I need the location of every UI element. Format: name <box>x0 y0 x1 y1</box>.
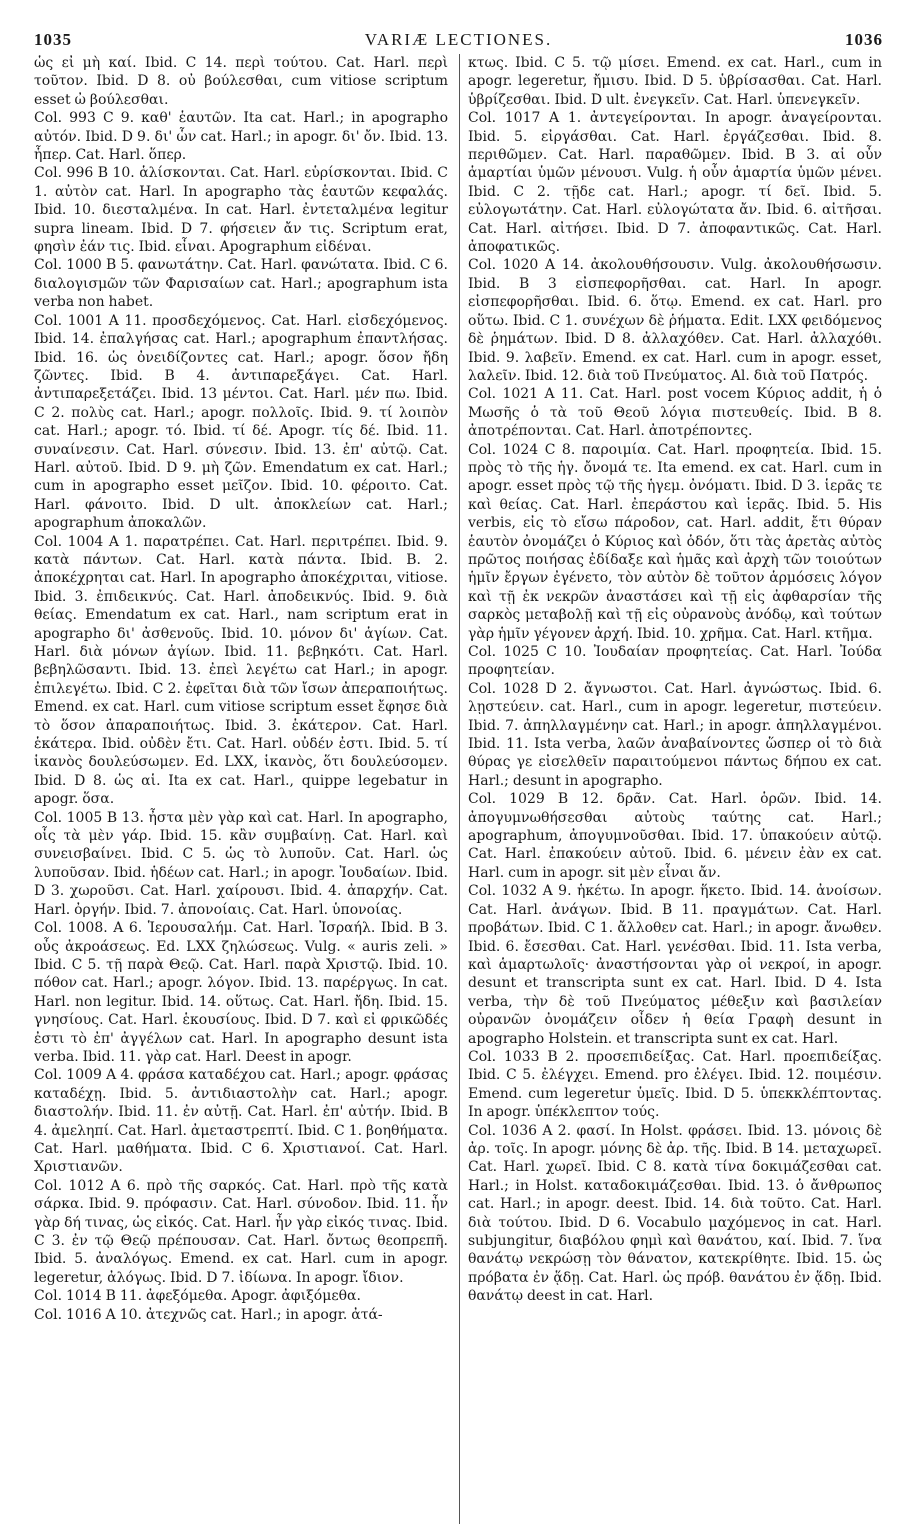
entry: Col. 1000 B 5. φανωτάτην. Cat. Harl. φανώτατα. Ibid. C 6. διαλογισμῶν τῶν Φαρισαίων cat. Harl.; apographum ista verba non habet. <box>34 257 448 311</box>
entry: Col. 1017 A 1. ἀντεγείρονται. In apogr. ἀναγείρονται. Ibid. 5. εἰργάσθαι. Cat. Harl. ἐργάζεσθαι. Ibid. 8. περιθῶμεν. Cat. Harl. παραθῶμεν. Ibid. B 3. αἱ οὖν ἁμαρτίαι ὑμῶν μένουσι. Vulg. ἡ οὖν ἁμαρτία ὑμῶν μένει. Ibid. C 2. τῇδε cat. Harl.; apogr. τί δεῖ. Ibid. 5. εὐλογωτάτην. Cat. Harl. εὐλογώτατα ἄν. Ibid. 6. αἰτῆσαι. Cat. Harl. αἰτήσει. Ibid. D 7. ἀποφαντικῶς. Cat. Harl. ἀποφατικῶς. <box>468 110 882 256</box>
entry: Col. 1033 B 2. προσεπιδείξας. Cat. Harl. προεπιδείξας. Ibid. C 5. ἐλέγχει. Emend. pro ἐλέγει. Ibid. 12. ποιμέσιν. Emend. cum legeretur ὑμεῖς. Ibid. D 5. ὑπεκκλέπτοντας. In apogr. ὑπέκλεπτον τούς. <box>468 1048 882 1121</box>
entry: Col. 1029 B 12. δρᾶν. Cat. Harl. ὁρῶν. Ibid. 14. ἀπογυμνωθήσεσθαι αὐτοὺς ταύτης cat. Harl.; apographum, ἀπογυμνοῦσθαι. Ibid. 17. ὑπακούειν αὐτῷ. Cat. Harl. ἐπακούειν αὐτοῦ. Ibid. 6. μένειν ἐὰν ex cat. Harl. cum in apogr. sit μὲν εἶναι ἄν. <box>468 791 882 881</box>
entry: Col. 1028 D 2. ἄγνωστοι. Cat. Harl. ἀγνώστως. Ibid. 6. λῃστεύειν. cat. Harl., cum in apogr. legeretur, πιστεύειν. Ibid. 7. ἀπηλλαγμένην cat. Harl.; in apogr. ἀπηλλαγμένοι. Ibid. 11. Ista verba, λαῶν ἀναβαίνοντες ὥσπερ οἱ τὸ διὰ θύρας γε εἰσελθεῖν παραιτούμενοι πάντως δήπου ex cat. Harl.; desunt in apographo. <box>468 680 882 789</box>
entry: Col. 1014 B 11. ἀφεξόμεθα. Apogr. ἀφιξόμεθα. <box>34 1288 361 1305</box>
right-column <box>468 54 882 1524</box>
entry: Col. 1032 A 9. ἡκέτω. In apogr. ἥκετο. Ibid. 14. ἀνοίσων. Cat. Harl. ἀνάγων. Ibid. B 11. πραγμάτων. Cat. Harl. προβάτων. Ibid. C 1. ἄλλοθεν cat. Harl.; in apogr. ἄνωθεν. Ibid. 6. ἔσεσθαι. Cat. Harl. γενέσθαι. Ibid. 11. Ista verba, καὶ ἁμαρτωλοῖς· ἀναστήσονται γὰρ οἱ νεκροί, in apogr. desunt et transcripta sunt ex cat. Harl. Ibid. D 4. Ista verba, τὴν δὲ τοῦ Πνεύματος μέθεξιν καὶ βασιλείαν οὐρανῶν ὀνομάζειν οἶδεν ἡ θεία Γραφὴ desunt in apographo Holstein. et transcripta sunt ex cat. Harl. <box>468 883 882 1047</box>
entry: Col. 1008. A 6. Ἱερουσαλήμ. Cat. Harl. Ἰσραήλ. Ibid. B 3. οὖς ἀκροάσεως. Ed. LXX ζηλώσεως. Vulg. « auris zeli. » Ibid. C 5. τῇ παρὰ Θεῷ. Cat. Harl. παρὰ Χριστῷ. Ibid. 10. πόθον cat. Harl.; apogr. λόγον. Ibid. 13. παρέργως. In cat. Harl. non legitur. Ibid. 14. οὕτως. Cat. Harl. ἤδη. Ibid. 15. γνησίους. Cat. Harl. ἑκουσίους. Ibid. D 7. καὶ εἰ φρικῶδές ἐστι τὸ ἐπ' ἀγγέλων cat. Harl. In apographo desunt ista verba. Ibid. 11. γὰρ cat. Harl. Deest in apogr. <box>34 920 448 1065</box>
entry: Col. 1009 A 4. φράσα καταδέχου cat. Harl.; apogr. φράσας καταδέχῃ. Ibid. 5. ἀντιδιαστολὴν cat. Harl.; apogr. διαστολήν. Ibid. 11. ἐν αὐτῇ. Cat. Harl. ἐπ' αὐτήν. Ibid. B 4. ἀμεληπί. Cat. Harl. ἀμεταστρεπτί. Ibid. C 1. βοηθήματα. Cat. Harl. μαθήματα. Ibid. C 6. Χριστιανοί. Cat. Harl. Χριστιανῶν. <box>34 1067 448 1176</box>
two-column-body <box>34 54 883 1524</box>
right-column-number: 1036 <box>845 30 883 49</box>
entry: Col. 1016 A 10. ἀτεχνῶς cat. Harl.; in apogr. ἀτά- <box>34 1306 383 1323</box>
left-column <box>34 54 448 1524</box>
entry: Col. 1005 B 13. ἦστα μὲν γὰρ καὶ cat. Harl. In apographo, οἷς τὰ μὲν γάρ. Ibid. 15. κἂν συμβαίνῃ. Cat. Harl. καὶ συνεισβαίνει. Ibid. C 5. ὡς τὸ λυποῦν. Cat. Harl. ὡς λυποῦσαν. Ibid. ἡδέων cat. Harl.; in apogr. Ἰουδαίων. Ibid. D 3. χωροῦσι. Cat. Harl. χαίρουσι. Ibid. 4. ἀπαρχήν. Cat. Harl. ὀργήν. Ibid. 7. ἀπονοίαις. Cat. Harl. ὑπονοίας. <box>34 809 448 918</box>
entry: Col. 1001 A 11. προσδεχόμενος. Cat. Harl. εἰσδεχόμενος. Ibid. 14. ἐπαλγήσας cat. Harl.; apographum ἐπαντλήσας. Ibid. 16. ὡς ὀνειδίζοντες cat. Harl.; apogr. ὅσον ἤδη ζῶντες. Ibid. B 4. ἀντιπαρεξάγει. Cat. Harl. ἀντιπαρεξετάζει. Ibid. 13 μέντοι. Cat. Harl. μέν πω. Ibid. C 2. πολὺς cat. Harl.; apogr. πολλοῖς. Ibid. 9. τί λοιπὸν cat. Harl.; apogr. τό. Ibid. τί δέ. Apogr. τίς δέ. Ibid. 11. συναίνεσιν. Cat. Harl. σύνεσιν. Ibid. 13. ἐπ' αὐτῷ. Cat. Harl. αὐτοῦ. Ibid. D 9. μὴ ζῶν. Emendatum ex cat. Harl.; cum in apographo esset μεῖζον. Ibid. 10. φέροιτο. Cat. Harl. φάνοιτο. Ibid. D ult. ἀποκλείων cat. Harl.; apographum ἀποκαλῶν. <box>34 312 448 532</box>
entry: Col. 1024 C 8. παροιμία. Cat. Harl. προφητεία. Ibid. 15. πρὸς τὸ τῆς ἡγ. ὄνομά τε. Ita emend. ex cat. Harl. cum in apogr. esset πρὸς τῷ τῆς ἡγεμ. ὀνόματι. Ibid. D 3. ἱερᾶς τε καὶ θείας. Cat. Harl. ἐπεράστου καὶ ἱερᾶς. Ibid. 5. His verbis, εἰς τὸ εἴσω πάροδον, cat. Harl. addit, ἔτι θύραν ἑαυτὸν ὀνομάζει ὁ Κύριος καὶ ὁδόν, ὅτι τὰς ἀρετὰς αὐτὸς πρῶτος ποιήσας ἐδίδαξε καὶ ἡμᾶς καὶ ἀρχὴ τῶν τοιούτων ἡμῖν ἔργων ἐγένετο, τὸν αὐτὸν δὲ τοῦτον ἁρμόσεις λόγον καὶ τῇ ἐκ νεκρῶν ἀναστάσει καὶ τῇ εἰς ἀφθαρσίαν τῆς σαρκὸς μεταβολῇ καὶ τῇ εἰς οὐρανοὺς ἀνόδῳ, καὶ τούτων γὰρ ἡμῖν γέγονεν ἀρχή. Ibid. 10. χρῆμα. Cat. Harl. κτῆμα. <box>468 441 882 642</box>
column-divider <box>459 54 460 1524</box>
left-column-number: 1035 <box>34 30 72 49</box>
running-header <box>34 24 883 54</box>
entry: Col. 996 B 10. ἁλίσκονται. Cat. Harl. εὑρίσκονται. Ibid. C 1. αὐτὸν cat. Harl. In apographo τὰς ἑαυτῶν κεφαλάς. Ibid. 10. διεσταλμένα. In cat. Harl. ἐντεταλμένα legitur supra lineam. Ibid. D 7. φήσειεν ἄν τις. Scriptum erat, φησὶν ἐάν τις. Ibid. εἶναι. Apographum εἰδέναι. <box>34 165 448 256</box>
entry: κτως. Ibid. C 5. τῷ μίσει. Emend. ex cat. Harl., cum in apogr. legeretur, ἤμισυ. Ibid. D 5. ὑβρίσασθαι. Cat. Harl. ὑβρίζεσθαι. Ibid. D ult. ἐνεγκεῖν. Cat. Harl. ὑπενεγκεῖν. <box>468 55 882 108</box>
entry: Col. 993 C 9. καθ' ἑαυτῶν. Ita cat. Harl.; in apographo αὐτόν. Ibid. D 9. δι' ὧν cat. Harl.; in apogr. δι' ὄν. Ibid. 13. ἧπερ. Cat. Harl. ὅπερ. <box>34 110 448 164</box>
entry: Col. 1020 A 14. ἀκολουθήσουσιν. Vulg. ἀκολουθήσωσιν. Ibid. B 3 εἰσπεφορῆσθαι. cat. Harl. In apogr. εἰσπεφορῆσθαι. Ibid. 6. ὅτῳ. Emend. ex cat. Harl. pro οὕτω. Ibid. C 1. συνέχων δὲ ῥήματα. Edit. LXX φειδόμενος δὲ ῥημάτων. Ibid. D 8. ἀλλαχόθεν. Cat. Harl. ἀλλαχόθι. Ibid. 9. λαβεῖν. Emend. ex cat. Harl. cum in apogr. esset, λαλεῖν. Ibid. 12. διὰ τοῦ Πνεύματος. Al. διὰ τοῦ Πατρός. <box>468 257 882 384</box>
entry: Col. 1021 A 11. Cat. Harl. post vocem Κύριος addit, ἡ ὁ Μωσῆς ὁ τὰ τοῦ Θεοῦ λόγια πιστευθείς. Ibid. B 8. ἀποτρέπονται. Cat. Harl. ἀποτρέποντες. <box>468 386 882 440</box>
entry: Col. 1036 A 2. φασί. In Holst. φράσει. Ibid. 13. μόνοις δὲ ἀρ. τοῖς. In apogr. μόνης δὲ ἀρ. τῆς. Ibid. B 14. μεταχωρεῖ. Cat. Harl. χωρεῖ. Ibid. C 8. κατὰ τίνα δοκιμάζεσθαι cat. Harl.; in Holst. καταδοκιμάζεσθαι. Ibid. 13. ὁ ἄνθρωπος cat. Harl.; in apogr. deest. Ibid. 14. διὰ τοῦτο. Cat. Harl. διὰ τούτου. Ibid. D 6. Vocabulo μαχόμενος in cat. Harl. subjungitur, διαβόλου φημὶ καὶ θανάτου, καί. Ibid. 7. ἵνα θανάτῳ νεκρώσῃ τὸν θάνατον, κατεκρίθητε. Ibid. 15. ὡς πρόβατα ἐν ᾅδῃ. Cat. Harl. ὡς πρόβ. θανάτου ἐν ᾅδῃ. Ibid. θανάτῳ deest in cat. Harl. <box>468 1122 882 1305</box>
entry: ὡς εἰ μὴ καί. Ibid. C 14. περὶ τούτου. Cat. Harl. περὶ τοῦτον. Ibid. D 8. οὐ βούλεσθαι, cum vitiose scriptum esset ὠ βούλεσθαι. <box>34 55 448 108</box>
entry: Col. 1004 A 1. παρατρέπει. Cat. Harl. περιτρέπει. Ibid. 9. κατὰ πάντων. Cat. Harl. κατὰ πάντα. Ibid. B. 2. ἀποκέχρηται cat. Harl. In apographo ἀποκέχριται, vitiose. Ibid. 3. ἐπιδεικνύς. Cat. Harl. ἀποδεικνύς. Ibid. 9. διὰ θείας. Emendatum ex cat. Harl., nam scriptum erat in apographo δι' ἀσθενοῦς. Ibid. 10. μόνον δι' ἁγίων. Cat. Harl. διὰ μόνων ἁγίων. Ibid. 11. βεβηκότι. Cat. Harl. βεβηλῶσαντι. Ibid. 13. ἐπεὶ λεγέτω cat Harl.; in apogr. ἐπιλεγέτω. Ibid. C 2. ἐφεῖται διὰ τῶν ἴσων ἀπεραποιήτως. Emend. ex cat. Harl. cum vitiose scriptum esset ἔφησε διὰ τὸ ὅσον ἀπαραποιήτως. Ibid. 3. ἑκάτερον. Cat. Harl. ἑκάτερα. Ibid. οὐδὲν ἔτι. Cat. Harl. οὐδέν ἐστι. Ibid. 5. τί ἱκανὸς δουλεύσωμεν. Ed. LXX, ἱκανὸς, ὅτι δουλεύσομεν. Ibid. D 8. ὡς αἱ. Ita ex cat. Harl., quippe legebatur in apogr. ὅσα. <box>34 533 448 808</box>
page-title: VARIÆ LECTIONES. <box>364 30 553 49</box>
entry: Col. 1025 C 10. Ἰουδαίαν προφητείας. Cat. Harl. Ἰούδα προφητείαν. <box>468 644 882 679</box>
entry: Col. 1012 A 6. πρὸ τῆς σαρκός. Cat. Harl. πρὸ τῆς κατὰ σάρκα. Ibid. 9. πρόφασιν. Cat. Harl. σύνοδον. Ibid. 11. ἦν γὰρ δή τινας, ὡς εἰκός. Cat. Harl. ἦν γὰρ εἰκός τινας. Ibid. C 3. ἐν τῷ Θεῷ πρέπουσαν. Cat. Harl. ὄντως θεοπρεπῆ. Ibid. 5. ἀναλόγως. Emend. ex cat. Harl. cum in apogr. legeretur, ἀλόγως. Ibid. D 7. ἰδίωνα. In apogr. ἴδιον. <box>34 1177 448 1286</box>
